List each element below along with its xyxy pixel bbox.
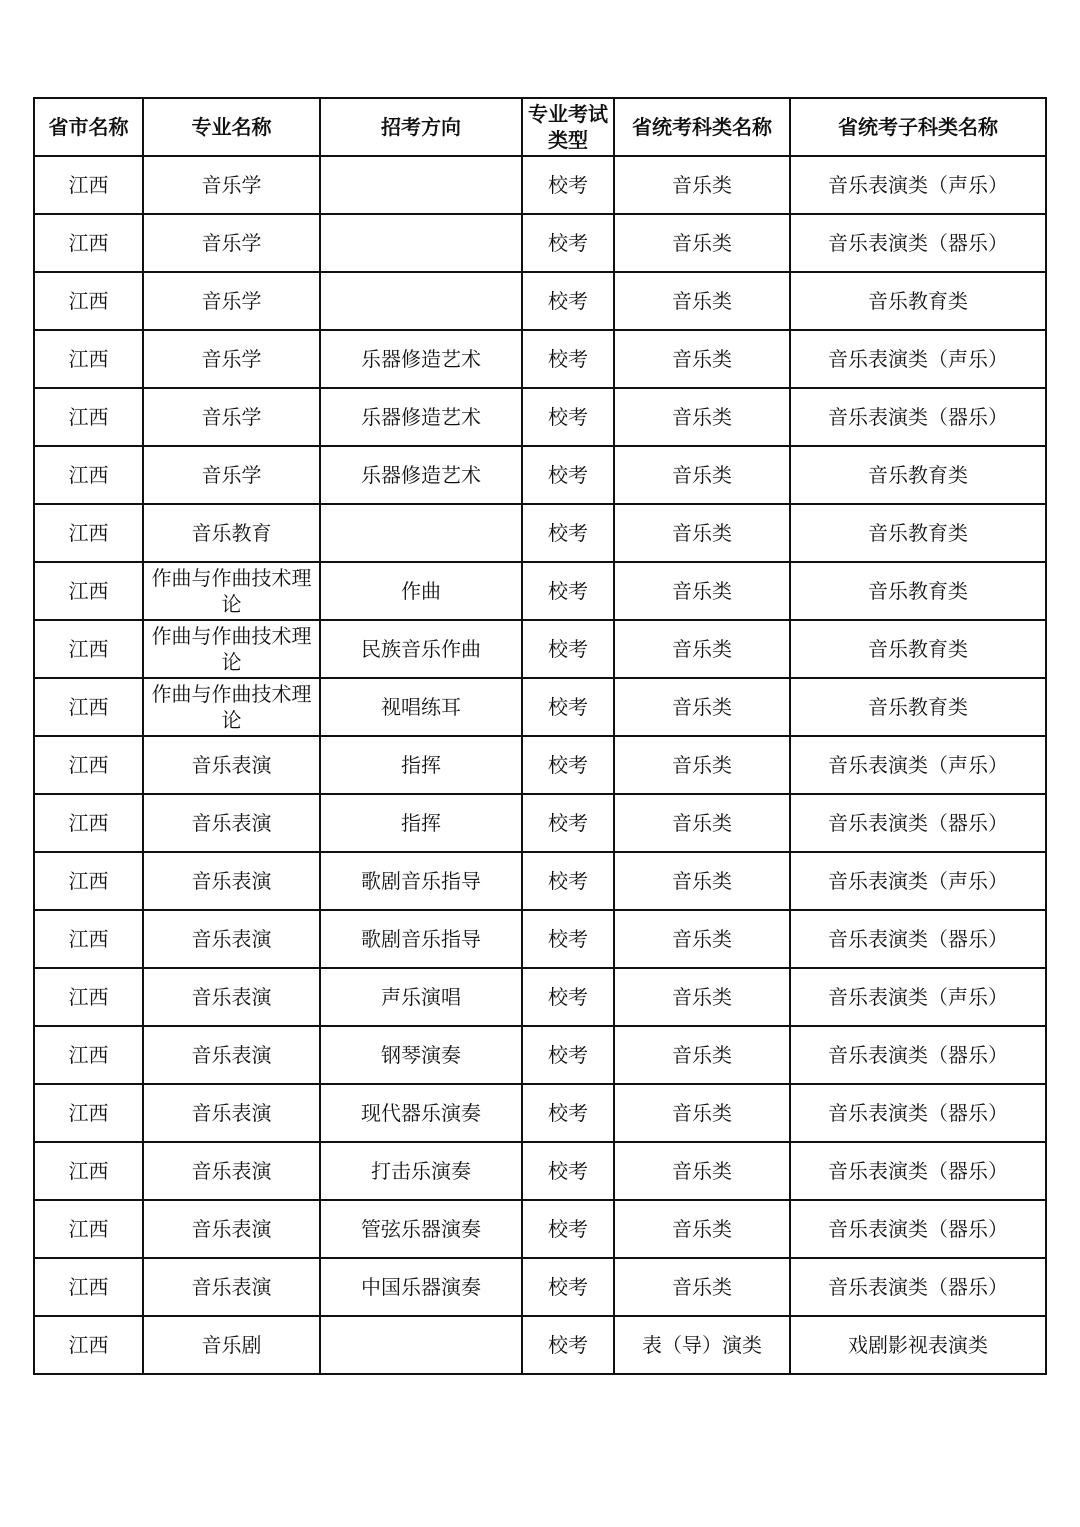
cell-province: 江西 xyxy=(34,214,143,272)
cell-direction: 歌剧音乐指导 xyxy=(320,852,522,910)
cell-subcategory: 音乐表演类（声乐） xyxy=(790,736,1046,794)
table-row xyxy=(34,330,1046,388)
header-row xyxy=(34,98,1046,156)
cell-subcategory: 音乐教育类 xyxy=(790,272,1046,330)
cell-major: 作曲与作曲技术理论 xyxy=(143,678,320,736)
cell-province: 江西 xyxy=(34,272,143,330)
table-row xyxy=(34,446,1046,504)
cell-province: 江西 xyxy=(34,620,143,678)
table-row xyxy=(34,678,1046,736)
cell-exam-type: 校考 xyxy=(522,1200,614,1258)
cell-exam-type: 校考 xyxy=(522,910,614,968)
cell-category: 音乐类 xyxy=(614,156,790,214)
cell-subcategory: 音乐教育类 xyxy=(790,678,1046,736)
cell-category: 音乐类 xyxy=(614,272,790,330)
cell-province: 江西 xyxy=(34,446,143,504)
header-major: 专业名称 xyxy=(143,98,320,156)
cell-category: 音乐类 xyxy=(614,1200,790,1258)
cell-category: 音乐类 xyxy=(614,562,790,620)
cell-major: 音乐表演 xyxy=(143,1200,320,1258)
table-row xyxy=(34,1316,1046,1374)
cell-category: 音乐类 xyxy=(614,1026,790,1084)
cell-direction: 管弦乐器演奏 xyxy=(320,1200,522,1258)
table-row xyxy=(34,214,1046,272)
cell-category: 音乐类 xyxy=(614,968,790,1026)
cell-subcategory: 音乐表演类（器乐） xyxy=(790,1200,1046,1258)
header-exam-type-text: 专业考试类型 xyxy=(528,102,608,152)
cell-major: 作曲与作曲技术理论 xyxy=(143,562,320,620)
cell-province: 江西 xyxy=(34,1084,143,1142)
cell-major: 音乐表演 xyxy=(143,910,320,968)
cell-subcategory: 音乐表演类（器乐） xyxy=(790,794,1046,852)
cell-direction: 视唱练耳 xyxy=(320,678,522,736)
cell-subcategory: 音乐表演类（声乐） xyxy=(790,968,1046,1026)
cell-category: 音乐类 xyxy=(614,1084,790,1142)
cell-major: 音乐表演 xyxy=(143,736,320,794)
header-province: 省市名称 xyxy=(34,98,143,156)
cell-subcategory: 音乐表演类（器乐） xyxy=(790,1258,1046,1316)
cell-major: 音乐学 xyxy=(143,446,320,504)
table-row xyxy=(34,968,1046,1026)
cell-exam-type: 校考 xyxy=(522,562,614,620)
cell-category: 音乐类 xyxy=(614,794,790,852)
cell-exam-type: 校考 xyxy=(522,330,614,388)
cell-subcategory: 音乐表演类（声乐） xyxy=(790,852,1046,910)
cell-exam-type: 校考 xyxy=(522,620,614,678)
table-body xyxy=(34,156,1046,1374)
cell-province: 江西 xyxy=(34,562,143,620)
cell-category: 表（导）演类 xyxy=(614,1316,790,1374)
table-row xyxy=(34,910,1046,968)
cell-subcategory: 音乐表演类（器乐） xyxy=(790,388,1046,446)
cell-province: 江西 xyxy=(34,910,143,968)
cell-major: 音乐教育 xyxy=(143,504,320,562)
cell-exam-type: 校考 xyxy=(522,446,614,504)
cell-major: 音乐学 xyxy=(143,156,320,214)
cell-subcategory: 音乐表演类（器乐） xyxy=(790,214,1046,272)
cell-exam-type: 校考 xyxy=(522,1316,614,1374)
table-row xyxy=(34,1200,1046,1258)
cell-province: 江西 xyxy=(34,968,143,1026)
table-row xyxy=(34,272,1046,330)
cell-exam-type: 校考 xyxy=(522,1142,614,1200)
cell-direction: 打击乐演奏 xyxy=(320,1142,522,1200)
cell-direction xyxy=(320,214,522,272)
cell-province: 江西 xyxy=(34,156,143,214)
cell-major: 音乐表演 xyxy=(143,1026,320,1084)
cell-major: 音乐表演 xyxy=(143,968,320,1026)
cell-province: 江西 xyxy=(34,678,143,736)
cell-direction: 指挥 xyxy=(320,736,522,794)
cell-province: 江西 xyxy=(34,1258,143,1316)
cell-direction: 乐器修造艺术 xyxy=(320,388,522,446)
cell-major: 音乐剧 xyxy=(143,1316,320,1374)
cell-major: 音乐表演 xyxy=(143,852,320,910)
cell-province: 江西 xyxy=(34,794,143,852)
cell-direction: 作曲 xyxy=(320,562,522,620)
cell-direction: 钢琴演奏 xyxy=(320,1026,522,1084)
cell-category: 音乐类 xyxy=(614,504,790,562)
cell-subcategory: 音乐教育类 xyxy=(790,620,1046,678)
cell-direction: 乐器修造艺术 xyxy=(320,446,522,504)
cell-category: 音乐类 xyxy=(614,678,790,736)
cell-direction xyxy=(320,156,522,214)
cell-exam-type: 校考 xyxy=(522,388,614,446)
cell-category: 音乐类 xyxy=(614,388,790,446)
cell-exam-type: 校考 xyxy=(522,504,614,562)
cell-subcategory: 音乐教育类 xyxy=(790,446,1046,504)
cell-province: 江西 xyxy=(34,388,143,446)
table-row xyxy=(34,156,1046,214)
cell-subcategory: 音乐教育类 xyxy=(790,504,1046,562)
cell-category: 音乐类 xyxy=(614,446,790,504)
cell-direction: 乐器修造艺术 xyxy=(320,330,522,388)
cell-province: 江西 xyxy=(34,1200,143,1258)
cell-direction xyxy=(320,504,522,562)
cell-major: 作曲与作曲技术理论 xyxy=(143,620,320,678)
header-subcategory: 省统考子科类名称 xyxy=(790,98,1046,156)
cell-major: 音乐学 xyxy=(143,388,320,446)
cell-direction: 现代器乐演奏 xyxy=(320,1084,522,1142)
cell-category: 音乐类 xyxy=(614,330,790,388)
cell-province: 江西 xyxy=(34,1142,143,1200)
cell-category: 音乐类 xyxy=(614,736,790,794)
cell-category: 音乐类 xyxy=(614,1258,790,1316)
cell-direction: 声乐演唱 xyxy=(320,968,522,1026)
cell-exam-type: 校考 xyxy=(522,1084,614,1142)
admissions-table xyxy=(33,97,1047,1375)
cell-category: 音乐类 xyxy=(614,214,790,272)
cell-province: 江西 xyxy=(34,504,143,562)
cell-direction: 指挥 xyxy=(320,794,522,852)
table-row xyxy=(34,388,1046,446)
table-row xyxy=(34,1142,1046,1200)
cell-subcategory: 音乐教育类 xyxy=(790,562,1046,620)
cell-major: 音乐表演 xyxy=(143,1084,320,1142)
cell-exam-type: 校考 xyxy=(522,214,614,272)
table-row xyxy=(34,504,1046,562)
cell-subcategory: 戏剧影视表演类 xyxy=(790,1316,1046,1374)
table-row xyxy=(34,620,1046,678)
cell-subcategory: 音乐表演类（器乐） xyxy=(790,910,1046,968)
table-row xyxy=(34,1084,1046,1142)
table-row xyxy=(34,562,1046,620)
table-row xyxy=(34,736,1046,794)
cell-exam-type: 校考 xyxy=(522,156,614,214)
header-category: 省统考科类名称 xyxy=(614,98,790,156)
cell-direction: 歌剧音乐指导 xyxy=(320,910,522,968)
cell-exam-type: 校考 xyxy=(522,1258,614,1316)
cell-category: 音乐类 xyxy=(614,1142,790,1200)
cell-exam-type: 校考 xyxy=(522,736,614,794)
table-row xyxy=(34,1258,1046,1316)
header-exam-type xyxy=(522,98,614,156)
cell-province: 江西 xyxy=(34,1316,143,1374)
table-row xyxy=(34,852,1046,910)
cell-subcategory: 音乐表演类（声乐） xyxy=(790,330,1046,388)
cell-direction xyxy=(320,1316,522,1374)
cell-exam-type: 校考 xyxy=(522,852,614,910)
cell-major: 音乐表演 xyxy=(143,1142,320,1200)
cell-major: 音乐表演 xyxy=(143,1258,320,1316)
table-row xyxy=(34,794,1046,852)
cell-major: 音乐学 xyxy=(143,330,320,388)
cell-subcategory: 音乐表演类（器乐） xyxy=(790,1142,1046,1200)
cell-category: 音乐类 xyxy=(614,852,790,910)
header-direction: 招考方向 xyxy=(320,98,522,156)
cell-category: 音乐类 xyxy=(614,620,790,678)
cell-subcategory: 音乐表演类（声乐） xyxy=(790,156,1046,214)
cell-direction: 民族音乐作曲 xyxy=(320,620,522,678)
cell-subcategory: 音乐表演类（器乐） xyxy=(790,1026,1046,1084)
cell-province: 江西 xyxy=(34,736,143,794)
cell-province: 江西 xyxy=(34,1026,143,1084)
cell-exam-type: 校考 xyxy=(522,1026,614,1084)
cell-major: 音乐学 xyxy=(143,272,320,330)
cell-subcategory: 音乐表演类（器乐） xyxy=(790,1084,1046,1142)
cell-province: 江西 xyxy=(34,330,143,388)
cell-direction: 中国乐器演奏 xyxy=(320,1258,522,1316)
cell-category: 音乐类 xyxy=(614,910,790,968)
cell-province: 江西 xyxy=(34,852,143,910)
cell-exam-type: 校考 xyxy=(522,794,614,852)
cell-major: 音乐表演 xyxy=(143,794,320,852)
cell-exam-type: 校考 xyxy=(522,968,614,1026)
cell-exam-type: 校考 xyxy=(522,272,614,330)
cell-major: 音乐学 xyxy=(143,214,320,272)
cell-exam-type: 校考 xyxy=(522,678,614,736)
cell-direction xyxy=(320,272,522,330)
table-row xyxy=(34,1026,1046,1084)
